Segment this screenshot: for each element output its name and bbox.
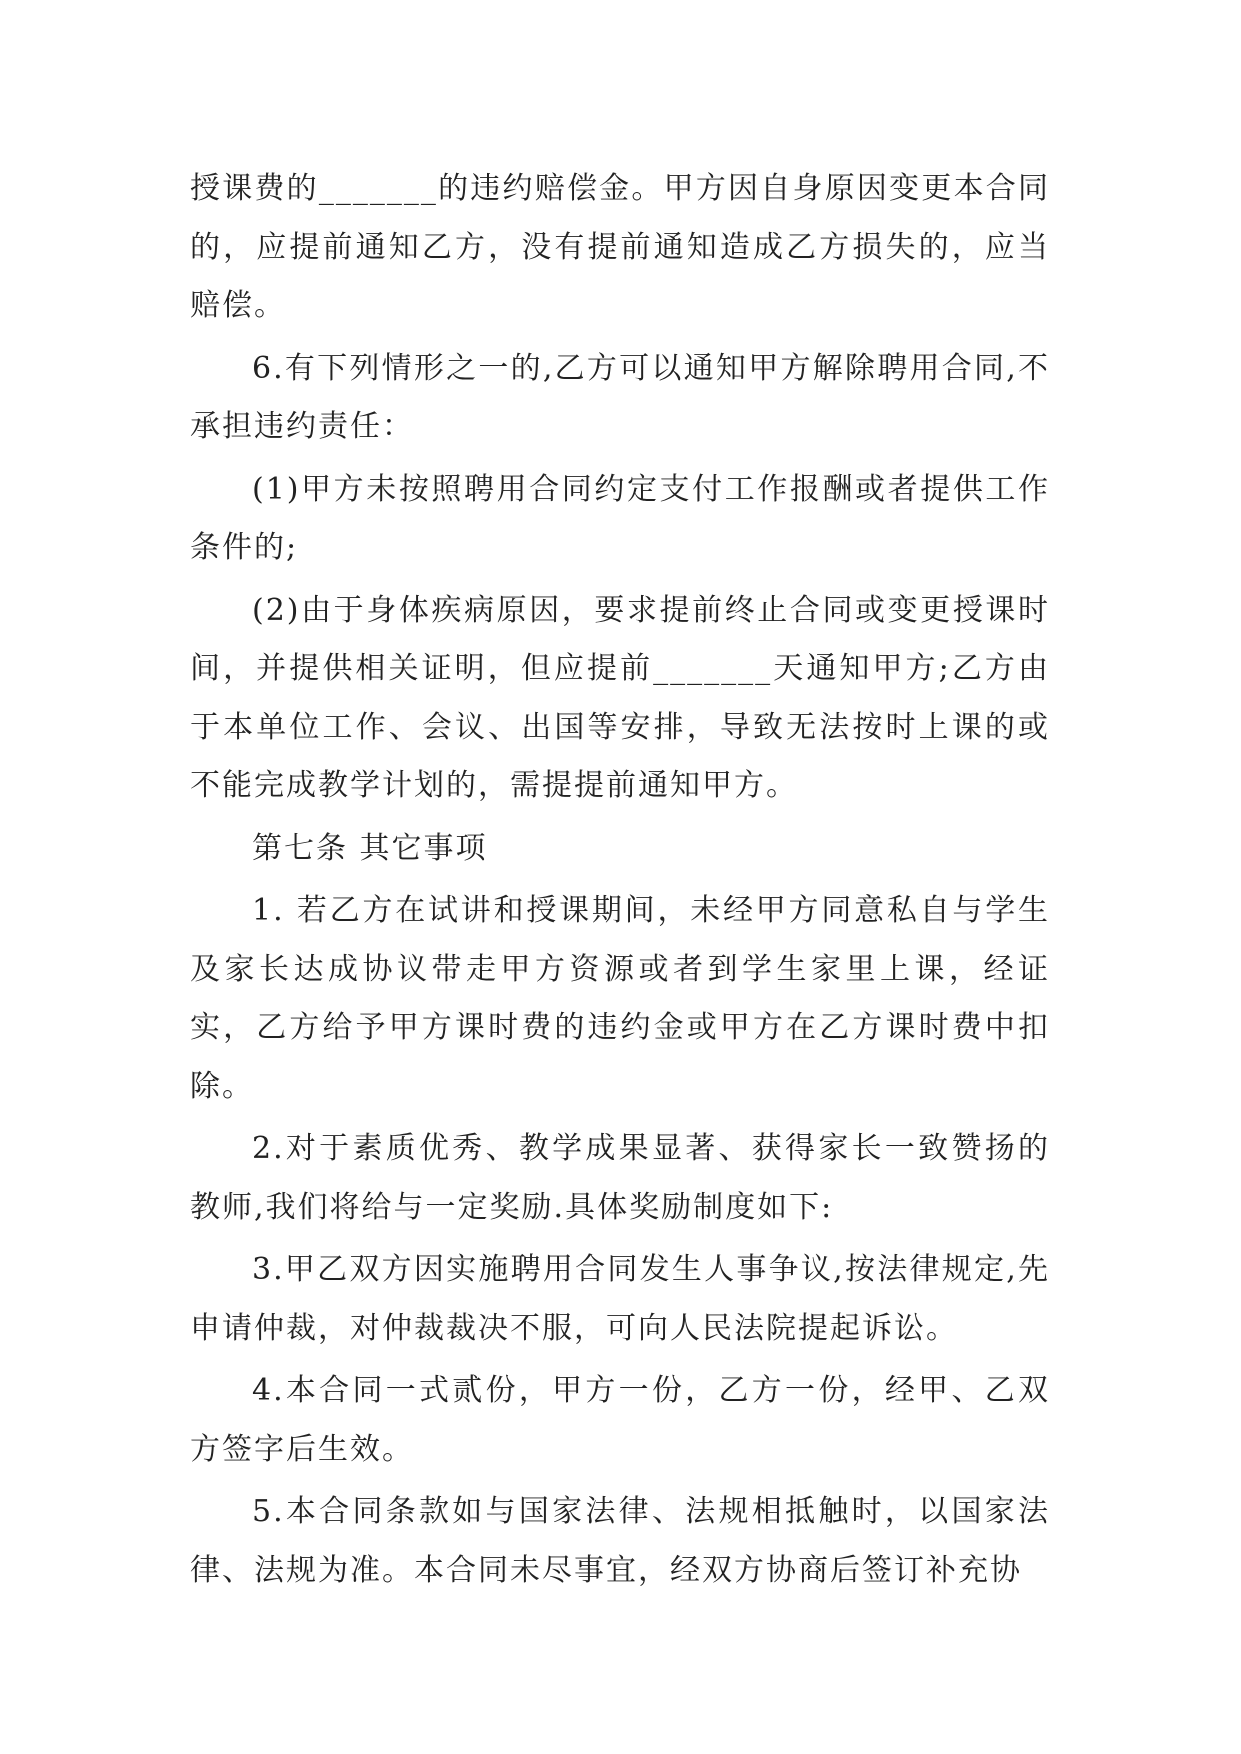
paragraph-item-4: 4.本合同一式贰份，甲方一份，乙方一份，经甲、乙双方签字后生效。 [190,1373,1050,1467]
document-body [190,160,1050,1604]
paragraph-penalty-clause: 授课费的_______的违约赔偿金。甲方因自身原因变更本合同的，应提前通知乙方，没有提前通知造成乙方损失的，应当赔偿。 [190,171,1050,323]
paragraph-termination-conditions: 6.有下列情形之一的,乙方可以通知甲方解除聘用合同,不承担违约责任： [190,350,1050,444]
paragraph-condition-1: (1)甲方未按照聘用合同约定支付工作报酬或者提供工作条件的; [190,471,1050,565]
paragraph-item-2: 2.对于素质优秀、教学成果显著、获得家长一致赞扬的教师,我们将给与一定奖励.具体奖励制度如下: [190,1131,1050,1225]
paragraph-item-3: 3.甲乙双方因实施聘用合同发生人事争议,按法律规定,先申请仲裁，对仲裁裁决不服，可向人民法院提起诉讼。 [190,1252,1050,1346]
section-heading-article-7: 第七条 其它事项 [252,830,488,866]
paragraph-item-1: 1. 若乙方在试讲和授课期间，未经甲方同意私自与学生及家长达成协议带走甲方资源或者到学生家里上课，经证实，乙方给予甲方课时费的违约金或甲方在乙方课时费中扣除。 [190,893,1050,1104]
paragraph-item-5: 5.本合同条款如与国家法律、法规相抵触时，以国家法律、法规为准。本合同未尽事宜，经双方协商后签订补充协 [190,1494,1050,1588]
paragraph-condition-2: (2)由于身体疾病原因，要求提前终止合同或变更授课时间，并提供相关证明，但应提前_______天通知甲方;乙方由于本单位工作、会议、出国等安排，导致无法按时上课的或不能完成教学计划的，需提提前通知甲方。 [190,592,1050,803]
